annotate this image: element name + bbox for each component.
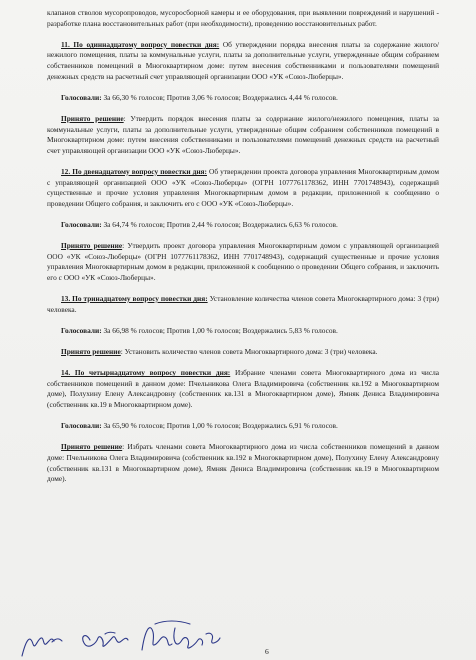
question-label: 11. По одиннадцатому вопросу повестки дня:	[61, 39, 220, 49]
question-text: Установление количества членов совета Многоквартирного дома: 3 (три) человека.	[47, 294, 439, 314]
decision-label: Принято решение	[61, 241, 123, 251]
votes-text: За 66,98 % голосов; Против 1,00 % голосов; Воздержались 5,83 % голосов.	[101, 325, 338, 335]
decision-paragraph	[47, 241, 439, 283]
decision-label: Принято решение	[61, 347, 121, 356]
votes-paragraph	[47, 421, 439, 432]
votes-text: За 65,90 % голосов; Против 1,00 % голосов; Воздержались 6,91 % голосов.	[101, 421, 338, 431]
votes-label: Голосовали:	[61, 92, 102, 102]
decision-paragraph	[47, 442, 439, 484]
decision-text: : Избрать членами совета Многоквартирного дома из числа собственников помещений в данном доме: Пчельникова Олега Владимировича (собственник кв.192 в Многоквартирном доме), Полухину Елену Александровну (собственник кв.131 в Многоквартирном доме), Ямняк Дениса Владимировича (собственник кв.19 в Многоквартирном доме).	[47, 442, 440, 484]
signatures	[0, 610, 260, 660]
agenda-item-14	[47, 368, 439, 485]
votes-text: За 64,74 % голосов; Против 2,44 % голосов; Воздержались 6,63 % голосов.	[101, 219, 338, 229]
question-text: Об утверждении проекта договора управления Многоквартирным домом с управляющей организацией ООО «УК «Союз-Люберцы» (ОГРН 1077761178362, ИНН 7701748943), содержащий существенные и прочие условия управления Многоквартирным домом в редакции, приложенной к сообщению о проведении Общего собрания, и заключить его с ООО «УК «Союз-Люберцы».	[47, 166, 439, 208]
votes-label: Голосовали:	[61, 219, 102, 229]
question-label: 12. По двенадцатому вопросу повестки дня:	[61, 166, 207, 176]
agenda-item-11	[47, 40, 439, 157]
decision-paragraph	[47, 347, 439, 358]
votes-paragraph	[47, 220, 439, 231]
document-body	[47, 8, 439, 485]
decision-label: Принято решение	[61, 113, 124, 123]
decision-label: Принято решение	[61, 442, 123, 452]
decision-text: : Утвердить порядок внесения платы за содержание жилого/нежилого помещения, платы за коммунальные услуги, платы за дополнительные услуги, утвержденные общим собранием собственников помещений в Многоквартирном доме: путем внесения собственниками и пользователями помещений денежных средств на расчетный счет управляющей организации ООО «УК «Союз-Люберцы».	[47, 113, 440, 155]
votes-text: За 66,30 % голосов; Против 3,06 % голосов; Воздержались 4,44 % голосов.	[101, 92, 338, 102]
question-text: Избрание членами совета Многоквартирного дома из числа собственников помещений в данном доме: Пчельникова Олега Владимировича (собственник кв.192 в Многоквартирном доме), Полухину Елену Александровну (собственник кв.131 в Многоквартирном доме), Ямняк Дениса Владимировича (собственник кв.19 в Многоквартирном доме).	[47, 368, 440, 409]
votes-label: Голосовали:	[61, 421, 102, 431]
decision-text: : Установить количество членов совета Многоквартирного дома: 3 (три) человека.	[120, 347, 378, 356]
continued-paragraph: клапанов стволов мусоропроводов, мусоросборной камеры и ее оборудования, при выявлении повреждений и нарушений - разработке плана восстановительных работ (при необходимости), проведению восстановительных работ.	[47, 8, 439, 28]
question-label: 13. По тринадцатому вопросу повестки дня:	[61, 294, 208, 304]
page-number: 6	[265, 647, 269, 656]
votes-label: Голосовали:	[61, 325, 102, 335]
agenda-item-13	[47, 294, 439, 358]
question-paragraph	[47, 40, 439, 82]
agenda-item-12	[47, 167, 439, 284]
question-paragraph	[47, 167, 439, 209]
question-label: 14. По четырнадцатому вопросу повестки дня:	[61, 368, 231, 378]
question-text: Об утверждении порядка внесения платы за содержание жилого/нежилого помещения, платы за коммунальные услуги, платы за дополнительные услуги, утвержденные общим собранием собственников помещений в Многоквартирном доме: путем внесения собственниками и пользователями помещений денежных средств на расчетный счет управляющей организации ООО «УК «Союз-Люберцы».	[47, 39, 439, 81]
votes-paragraph	[47, 326, 439, 337]
question-paragraph	[47, 368, 439, 410]
handwritten-signatures-image	[0, 610, 260, 660]
question-paragraph	[47, 294, 439, 315]
decision-paragraph	[47, 114, 439, 156]
votes-paragraph	[47, 93, 439, 104]
decision-text: : Утвердить проект договора управления Многоквартирным домом с управляющей организацией ООО «УК «Союз-Люберцы» (ОГРН 1077761178362, ИНН 7701748943), содержащий существенные и прочие условия управления Многоквартирным домом в редакции, приложенной к сообщению о проведении Общего собрания, и заключить его с ООО «УК «Союз-Люберцы».	[47, 241, 439, 282]
